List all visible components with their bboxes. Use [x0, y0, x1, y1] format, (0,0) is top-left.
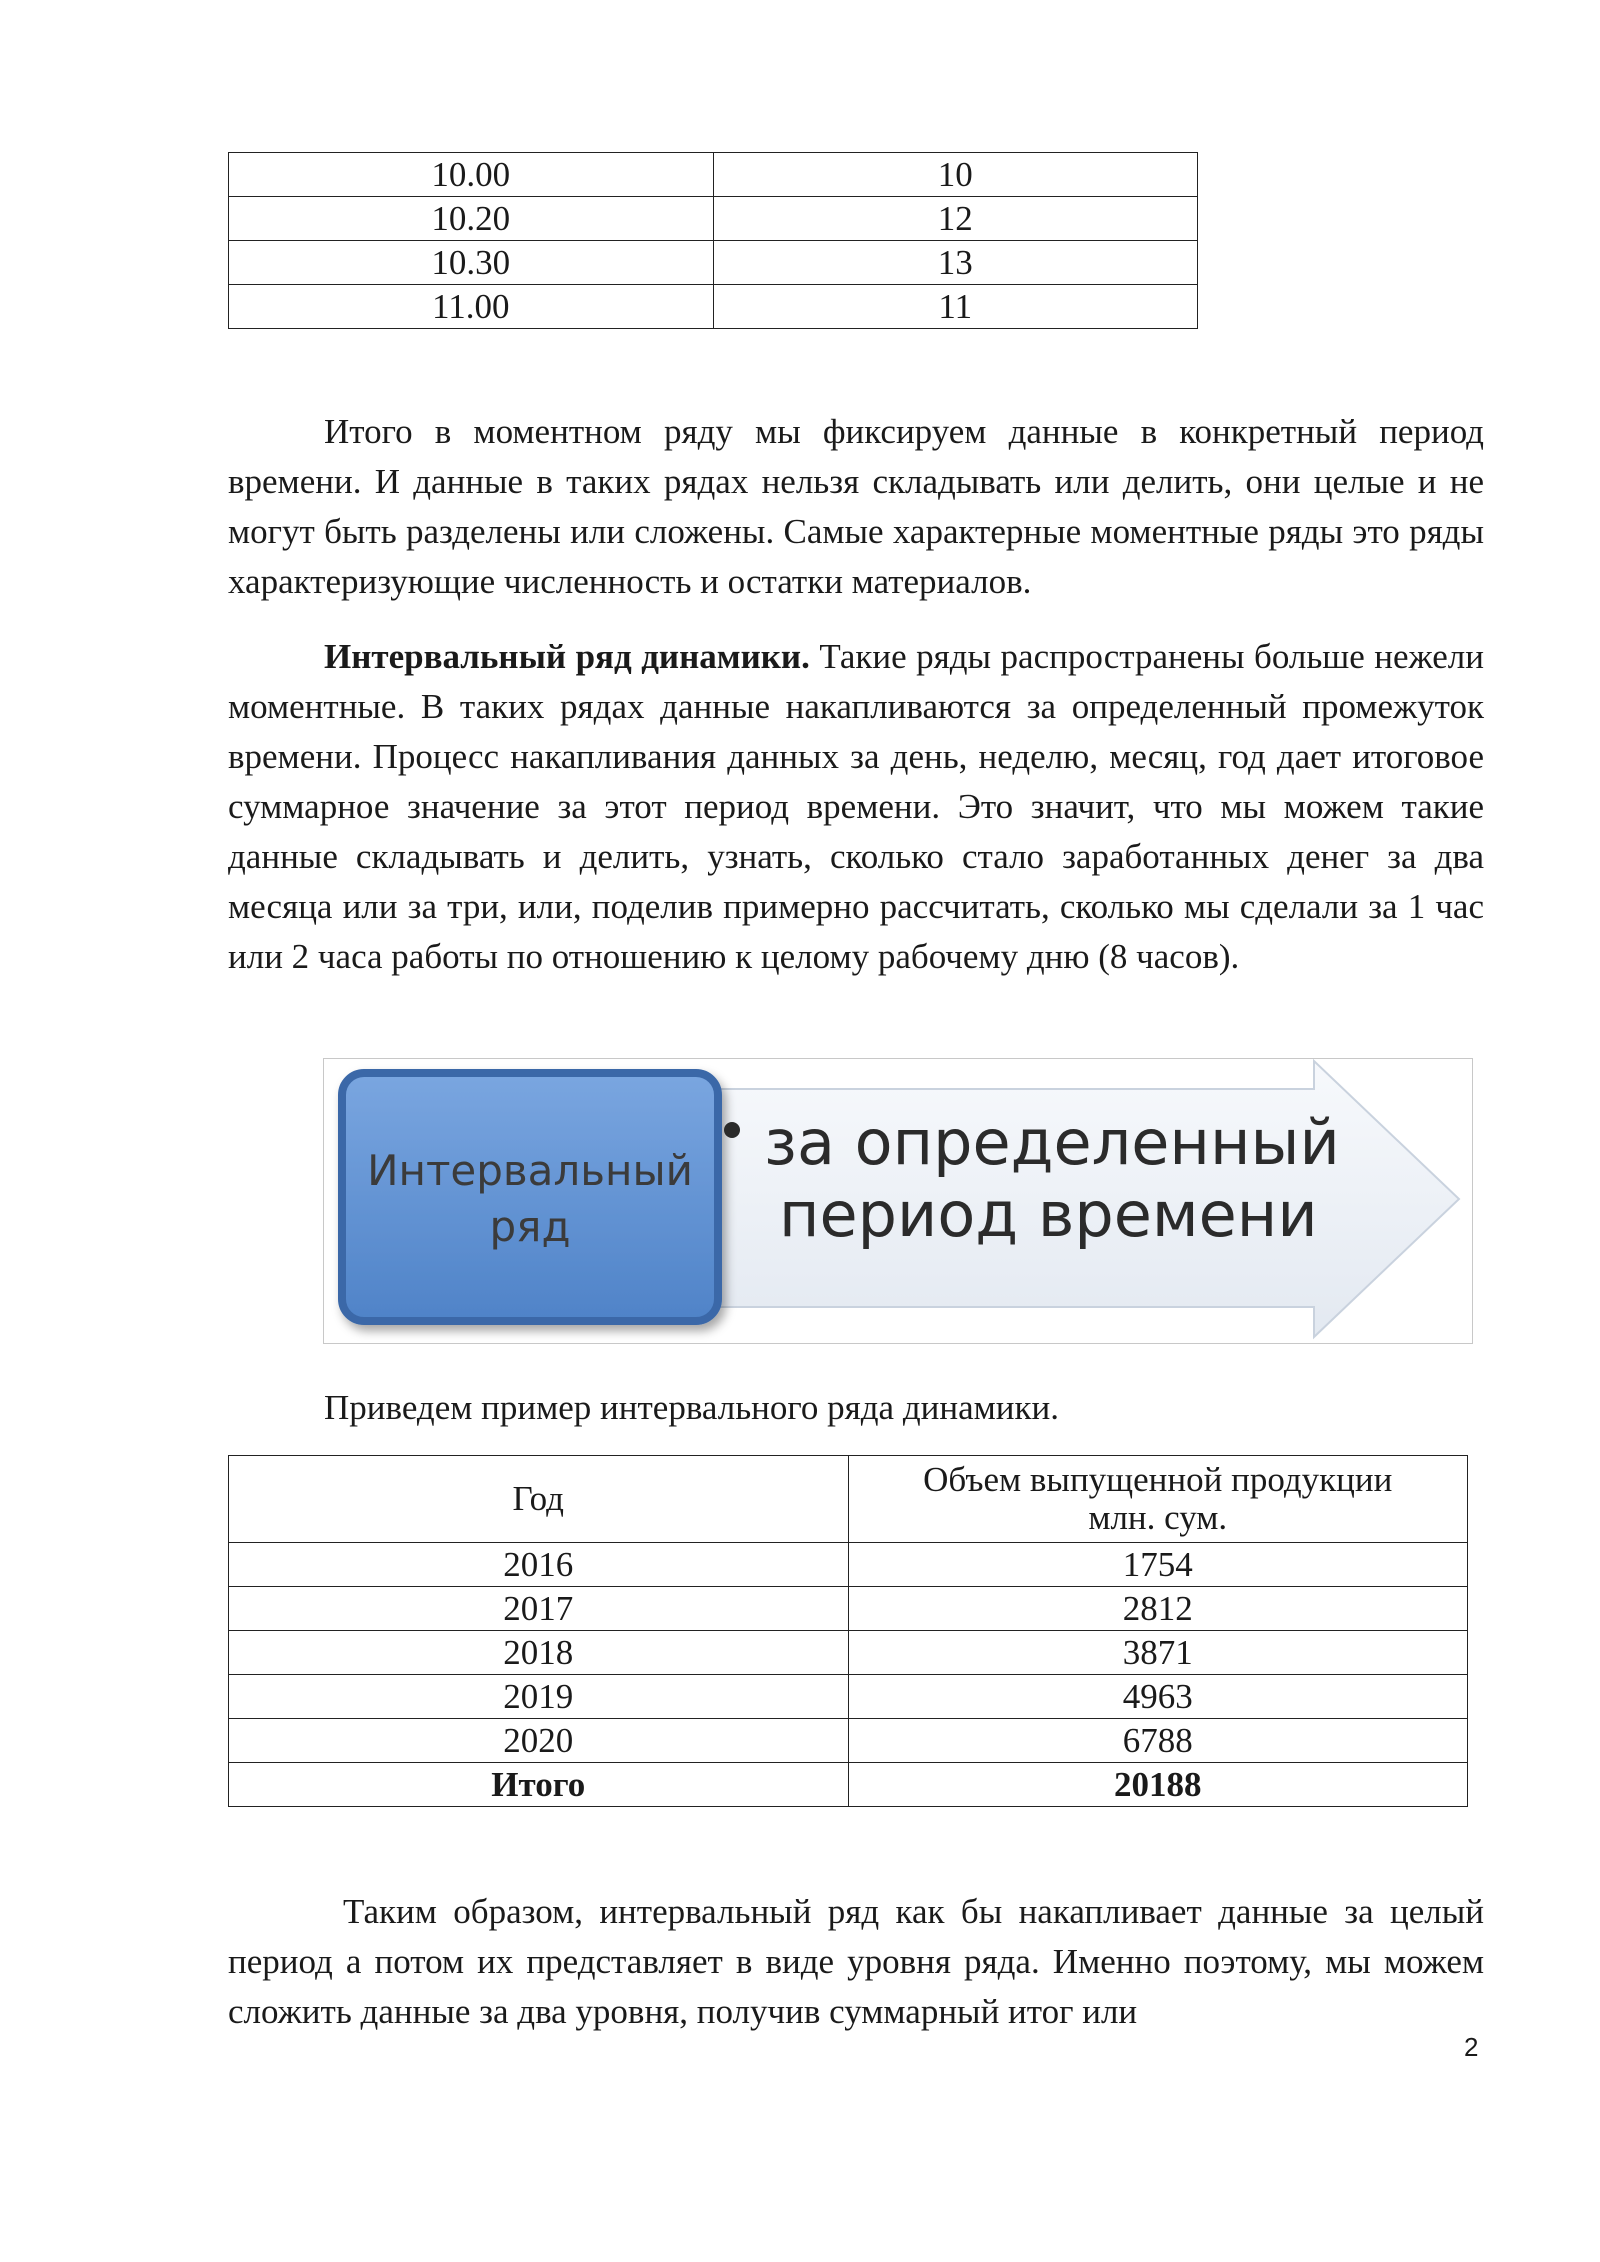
table-row	[229, 1543, 1468, 1587]
header-volume-line2: млн. сум.	[1088, 1498, 1228, 1537]
box-line-1: Интервальный	[367, 1146, 693, 1195]
page-number: 2	[1464, 2032, 1479, 2062]
total-label: Итого	[229, 1763, 849, 1807]
paragraph-text: Такие ряды распространены больше нежели моментные. В таких рядах данные накапливаются за определенный промежуток времени. Процесс накапливания данных за день, неделю, месяц, год дает итоговое суммарное значение за этот период времени. Это значит, что мы можем такие данные складывать и делить, узнать, сколько стало заработанных денег за два месяца или за три, или, поделив примерно рассчитать, сколько мы сделали за 1 час или 2 часа работы по отношению к целому рабочему дню (8 часов).	[228, 637, 1485, 976]
arrow-text: за определенный	[764, 1106, 1340, 1179]
arrow-text-line-2: период времени	[779, 1178, 1318, 1251]
table-row	[229, 197, 1198, 241]
table-row	[229, 1631, 1468, 1675]
paragraph-text: Итого в моментном ряду мы фиксируем данные в конкретный период времени. И данные в таких рядах нельзя складывать или делить, они целые и не могут быть разделены или сложены. Самые характерные моментные ряды это ряды характеризующие численность и остатки материалов.	[228, 412, 1484, 601]
table-cell: 3871	[848, 1631, 1468, 1675]
table-cell: 2019	[229, 1675, 849, 1719]
table-cell: 11.00	[229, 285, 714, 329]
paragraph-interval-series	[228, 632, 1484, 982]
table-cell: 1754	[848, 1543, 1468, 1587]
table-cell: 6788	[848, 1719, 1468, 1763]
table-cell: 4963	[848, 1675, 1468, 1719]
moment-series-table	[228, 152, 1198, 329]
header-cell-year: Год	[229, 1456, 849, 1543]
box-line-2: ряд	[489, 1202, 571, 1251]
table-cell: 2812	[848, 1587, 1468, 1631]
table-row	[229, 1719, 1468, 1763]
interval-series-table	[228, 1455, 1468, 1807]
total-value: 20188	[848, 1763, 1468, 1807]
paragraph-text: Таким образом, интервальный ряд как бы накапливает данные за целый период а потом их представляет в виде уровня ряда. Именно поэтому, мы можем сложить данные за два уровня, получив суммарный итог или	[228, 1892, 1484, 2031]
table-cell: 10.30	[229, 241, 714, 285]
header-cell-volume	[848, 1456, 1468, 1543]
table-row	[229, 1587, 1468, 1631]
table-header-row	[229, 1456, 1468, 1543]
table-cell: 10.20	[229, 197, 714, 241]
header-volume-line1: Объем выпущенной продукции	[923, 1460, 1393, 1499]
paragraph-conclusion	[228, 1887, 1484, 2037]
table-cell: 2017	[229, 1587, 849, 1631]
table-cell: 2020	[229, 1719, 849, 1763]
table-row	[229, 1675, 1468, 1719]
table-cell: 11	[713, 285, 1198, 329]
table-cell: 10	[713, 153, 1198, 197]
table-row	[229, 241, 1198, 285]
interval-series-diagram	[323, 1058, 1473, 1344]
paragraph-heading: Интервальный ряд динамики.	[324, 637, 810, 676]
paragraph-moment-summary	[228, 407, 1484, 607]
table-row	[229, 285, 1198, 329]
table-cell: 12	[713, 197, 1198, 241]
paragraph-example-intro: Приведем пример интервального ряда динамики.	[324, 1388, 1059, 1427]
table-cell: 10.00	[229, 153, 714, 197]
table-cell: 13	[713, 241, 1198, 285]
arrow-text-line-1	[724, 1107, 1340, 1179]
table-cell: 2016	[229, 1543, 849, 1587]
diagram-box-label	[340, 1077, 720, 1321]
table-total-row	[229, 1763, 1468, 1807]
table-row	[229, 153, 1198, 197]
table-cell: 2018	[229, 1631, 849, 1675]
